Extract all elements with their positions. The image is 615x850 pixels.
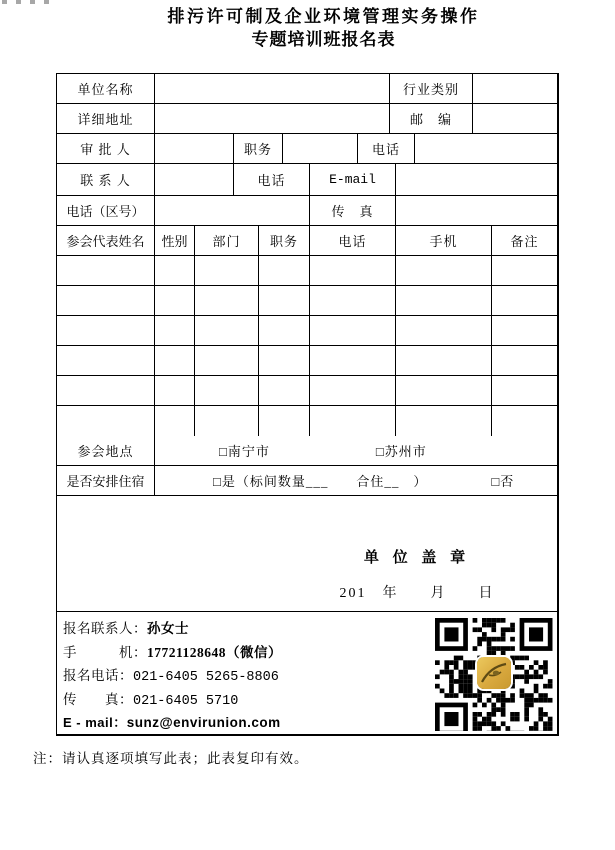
- attendee-cell[interactable]: [259, 256, 310, 285]
- contact-label: 联 系 人: [57, 164, 155, 195]
- contact-line-registrar: [63, 617, 282, 641]
- title-line-2: 专题培训班报名表: [251, 30, 396, 49]
- area-phone-field[interactable]: [155, 196, 310, 225]
- form-title: [16, 6, 615, 51]
- attendee-cell[interactable]: [492, 406, 557, 436]
- email-contact-value: sunz@envirunion.com: [126, 715, 281, 730]
- attendee-cell[interactable]: [396, 316, 492, 345]
- contact-lines: [63, 617, 282, 735]
- gender-header: 性别: [155, 226, 195, 255]
- date-line: 201 年 月 日: [339, 586, 495, 601]
- attendee-cell[interactable]: [310, 406, 396, 436]
- industry-label: 行业类别: [390, 74, 473, 103]
- attendee-cell[interactable]: [155, 376, 195, 405]
- attendee-cell[interactable]: [310, 316, 396, 345]
- attendee-cell[interactable]: [492, 376, 557, 405]
- contact-field[interactable]: [155, 164, 234, 195]
- footer-note: 注：请认真逐项填写此表；此表复印有效。: [33, 751, 309, 766]
- attendee-cell[interactable]: [259, 346, 310, 375]
- mobile-header: 手机: [396, 226, 492, 255]
- approver-position-field[interactable]: [283, 134, 358, 163]
- venue-checkbox-nanning[interactable]: □南宁市: [219, 444, 270, 459]
- address-label: 详细地址: [57, 104, 155, 133]
- seal-cell: [57, 496, 557, 612]
- attendee-cell[interactable]: [492, 346, 557, 375]
- page-corner-fragment: [2, 0, 54, 4]
- attendee-cell[interactable]: [57, 376, 155, 405]
- attendee-cell[interactable]: [195, 316, 259, 345]
- seal-inner: [292, 546, 542, 602]
- attendee-cell[interactable]: [492, 316, 557, 345]
- wechat-qr-code: [433, 617, 555, 731]
- lodging-label: 是否安排住宿: [57, 466, 155, 495]
- attendee-cell[interactable]: [195, 376, 259, 405]
- venue-checkbox-suzhou[interactable]: □苏州市: [375, 444, 427, 459]
- lodging-checkbox-yes[interactable]: □是（标间数量___ 合住__ ）: [213, 474, 428, 489]
- approver-phone-field[interactable]: [415, 134, 557, 163]
- attendee-cell[interactable]: [195, 256, 259, 285]
- attendee-cell[interactable]: [155, 286, 195, 315]
- lodging-options-cell: [155, 466, 557, 495]
- attendee-cell[interactable]: [259, 316, 310, 345]
- attendee-row: [57, 346, 557, 376]
- email-label: E-mail: [310, 164, 396, 195]
- approver-field[interactable]: [155, 134, 234, 163]
- venue-label: 参会地点: [57, 436, 155, 465]
- approver-position-label: 职务: [234, 134, 283, 163]
- attendee-cell[interactable]: [155, 406, 195, 436]
- attendee-cell[interactable]: [57, 406, 155, 436]
- contact-line-fax: [63, 688, 282, 712]
- attendee-row: [57, 256, 557, 286]
- attendee-cell[interactable]: [195, 286, 259, 315]
- attendee-row: [57, 286, 557, 316]
- title-line-1: 排污许可制及企业环境管理实务操作: [167, 7, 480, 26]
- position-header: 职务: [259, 226, 310, 255]
- venue-options-cell: [155, 436, 557, 465]
- contact-line-mobile: [63, 641, 282, 665]
- registrar-label: 报名联系人：: [63, 621, 147, 636]
- attendee-cell[interactable]: [396, 376, 492, 405]
- attendee-row: [57, 316, 557, 346]
- qr-center-logo-icon: [477, 657, 511, 689]
- attendee-empty-rows: [57, 256, 557, 436]
- attendee-cell[interactable]: [396, 286, 492, 315]
- attendee-row: [57, 406, 557, 436]
- attendee-cell[interactable]: [155, 316, 195, 345]
- attendee-cell[interactable]: [57, 346, 155, 375]
- postcode-field[interactable]: [473, 104, 557, 133]
- attendee-cell[interactable]: [195, 406, 259, 436]
- registrar-value: 孙女士: [147, 621, 189, 636]
- reg-phone-label: 报名电话：: [63, 668, 133, 683]
- attendee-name-header: 参会代表姓名: [57, 226, 155, 255]
- attendee-cell[interactable]: [310, 286, 396, 315]
- row-approver: [57, 134, 557, 164]
- attendee-cell[interactable]: [259, 286, 310, 315]
- row-lodging: [57, 466, 557, 496]
- unit-name-label: 单位名称: [57, 74, 155, 103]
- fax-contact-value: 021-6405 5710: [133, 693, 239, 709]
- attendee-cell[interactable]: [259, 406, 310, 436]
- attendee-cell[interactable]: [155, 256, 195, 285]
- contact-info-cell: [57, 612, 557, 734]
- approver-phone-label: 电话: [358, 134, 415, 163]
- area-phone-label: 电话（区号）: [57, 196, 155, 225]
- attendee-cell[interactable]: [396, 406, 492, 436]
- attendee-cell[interactable]: [492, 286, 557, 315]
- attendee-cell[interactable]: [310, 346, 396, 375]
- email-contact-label: E - mail：: [63, 715, 127, 730]
- attendee-cell[interactable]: [259, 376, 310, 405]
- address-field[interactable]: [155, 104, 390, 133]
- attendee-cell[interactable]: [396, 256, 492, 285]
- unit-name-field[interactable]: [155, 74, 390, 103]
- attendee-cell[interactable]: [57, 256, 155, 285]
- attendee-cell[interactable]: [310, 256, 396, 285]
- contact-line-email: [63, 711, 282, 735]
- fax-field[interactable]: [396, 196, 557, 225]
- attendee-cell[interactable]: [57, 286, 155, 315]
- department-header: 部门: [195, 226, 259, 255]
- attendee-row: [57, 376, 557, 406]
- row-area-phone: [57, 196, 557, 226]
- attendee-header-row: [57, 226, 557, 256]
- industry-field[interactable]: [473, 74, 557, 103]
- mobile-value: 17721128648（微信）: [147, 644, 283, 660]
- mobile-label: 手 机：: [63, 644, 147, 660]
- attendee-cell[interactable]: [396, 346, 492, 375]
- unit-seal-label: 单 位 盖 章: [363, 550, 471, 566]
- remarks-header: 备注: [510, 234, 539, 249]
- row-unit-name: [57, 74, 557, 104]
- registration-table: [56, 73, 559, 736]
- fax-label: 传 真: [310, 196, 396, 225]
- phone-header: 电话: [310, 226, 396, 255]
- attendee-cell[interactable]: [155, 346, 195, 375]
- reg-phone-value: 021-6405 5265-8806: [133, 670, 279, 685]
- row-address: [57, 104, 557, 134]
- email-field[interactable]: [396, 164, 557, 195]
- lodging-checkbox-no[interactable]: □否: [491, 474, 515, 489]
- approver-label: 审 批 人: [57, 134, 155, 163]
- fax-contact-label: 传 真：: [63, 691, 133, 707]
- postcode-label: 邮 编: [390, 104, 473, 133]
- attendee-cell[interactable]: [310, 376, 396, 405]
- row-contact-person: [57, 164, 557, 196]
- contact-phone-label: 电话: [234, 164, 310, 195]
- attendee-cell[interactable]: [195, 346, 259, 375]
- attendee-cell[interactable]: [57, 316, 155, 345]
- row-venue: [57, 436, 557, 466]
- attendee-cell[interactable]: [492, 256, 557, 285]
- contact-line-phone: [63, 664, 282, 688]
